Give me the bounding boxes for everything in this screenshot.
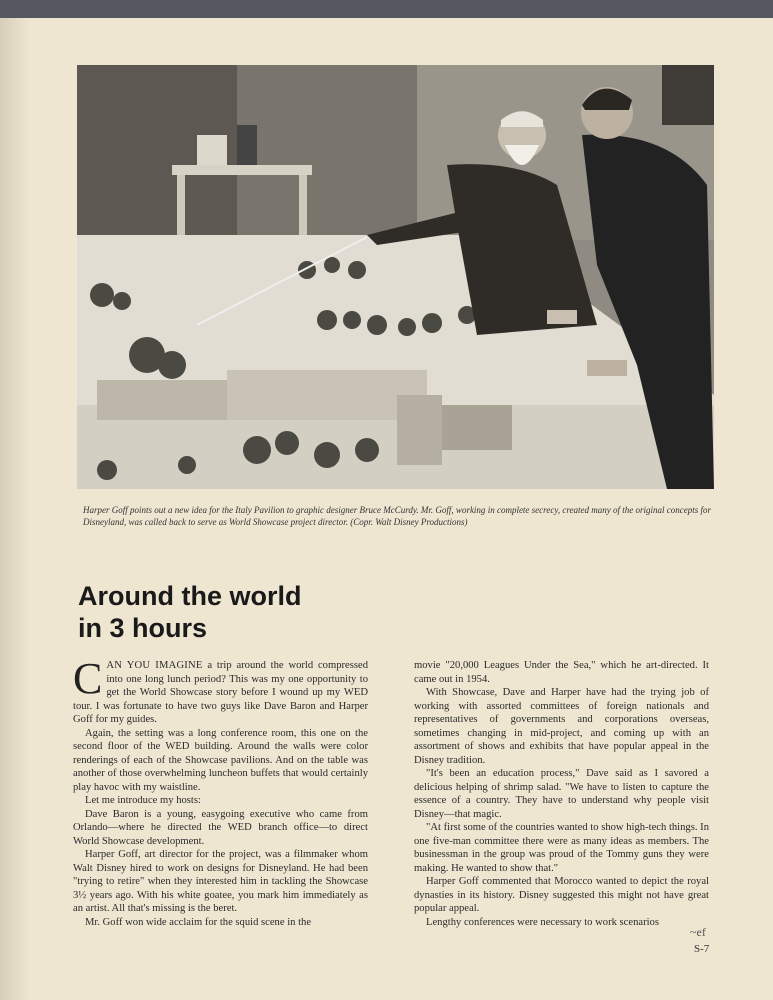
- paragraph: Lengthy conferences were necessary to work scenarios: [426, 916, 659, 928]
- article-photo: [77, 65, 714, 489]
- paragraph: "It's been an education process," Dave said as I savored a delicious helping of shrimp salad. "We have to listen to capture the essence of a country. They have to understand why people visit Disney—that magic.: [414, 768, 709, 820]
- paragraph: movie "20,000 Leagues Under the Sea," which he art-directed. It came out in 1954.: [414, 660, 709, 685]
- photo-caption: Harper Goff points out a new idea for the Italy Pavilion to graphic designer Bruce McCurdy. Mr. Goff, working in complete secrecy, created many of the original concepts for Disneyland, was called back to serve as World Showcase project director. (Copr. Walt Disney Productions): [83, 505, 711, 527]
- window-top-bar: [0, 0, 773, 18]
- page-gutter-shadow: [0, 18, 30, 1000]
- paragraph: "At first some of the countries wanted to show high-tech things. In one five-man committee there were as many ideas as members. The businessman in the group was proud of the Tommy guns they were making. He wanted to show that.": [414, 822, 709, 874]
- article-column-left: [73, 654, 368, 929]
- headline-line-1: Around the world: [78, 581, 302, 611]
- paragraph: With Showcase, Dave and Harper have had the trying job of working with assorted committees of foreign nationals and representatives of governments and corporations overseas, sometimes changing in mid-project, and coming up with an assortment of shows and exhibits that have popular appeal in the Disney tradition.: [414, 687, 709, 766]
- paragraph: Again, the setting was a long conference room, this one on the second floor of the WED building. Around the walls were color renderings of each of the Showcase pavilions. And on the table was another of those overwhelming luncheon buffets that would certainly play havoc with my waistline.: [73, 727, 368, 793]
- paragraph: Dave Baron is a young, easygoing executive who came from Orlando—where he directed the WED branch office—to direct World Showcase development.: [73, 808, 368, 847]
- article-headline: [78, 580, 398, 644]
- lead-paragraph: [73, 654, 368, 727]
- paragraph: Harper Goff commented that Morocco wanted to depict the royal dynasties in its history. Disney suggested this might not have great popular appeal.: [414, 876, 709, 914]
- lead-caps: AN YOU IMAGINE: [106, 660, 203, 671]
- article-column-right: [414, 659, 709, 929]
- paragraph: Harper Goff, art director for the project, was a filmmaker whom Walt Disney hired to work on designs for Disneyland. He had been "trying to retire" when they interested him in tackling the Showcase 3½ years ago. With his white goatee, you mark him immediately as an artist. All that's missing is the beret.: [73, 849, 368, 914]
- drop-cap: C: [73, 654, 103, 703]
- page-number: S-7: [694, 943, 710, 955]
- paragraph: Mr. Goff won wide acclaim for the squid scene in the: [85, 916, 312, 928]
- paragraph-text: a trip around the world compressed into one long lunch period? This was my one opportunity to get the World Showcase story before I wound up my WED tour. I was fortunate to have two guys like Dave Baron and Harper Goff for my guides.: [73, 660, 368, 725]
- paragraph: Let me introduce my hosts:: [85, 795, 201, 806]
- headline-line-2: in 3 hours: [78, 613, 208, 643]
- continuation-mark: ~ef: [690, 925, 706, 939]
